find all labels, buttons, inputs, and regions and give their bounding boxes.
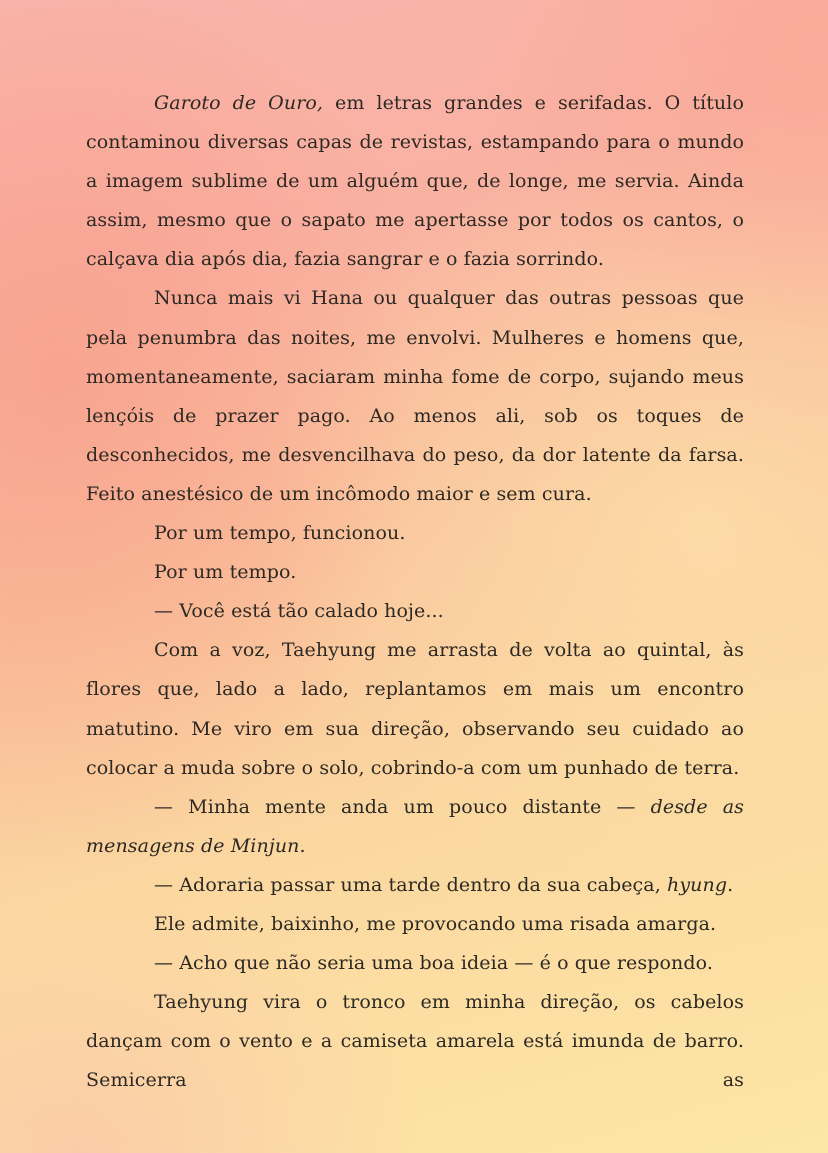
paragraph xyxy=(86,514,744,553)
text-segment: Por um tempo, funcionou. xyxy=(154,522,406,545)
text-segment: — Minha mente anda um pouco distante — xyxy=(154,795,651,818)
text-segment: Com a voz, Taehyung me arrasta de volta ao quintal, às flores que, lado a lado, replantamos em mais um encontro matutino. Me viro em sua direção, observando seu cuidado ao colocar a muda sobre o solo, cobrindo-a com um punhado de terra. xyxy=(86,639,744,779)
text-segment: Ele admite, baixinho, me provocando uma risada amarga. xyxy=(154,912,717,935)
paragraph xyxy=(86,631,744,787)
text-segment: Nunca mais vi Hana ou qualquer das outras pessoas que pela penumbra das noites, me envolvi. Mulheres e homens que, momentaneamente, saciaram minha fome de corpo, sujando meus lençóis de prazer pago. Ao menos ali, sob os toques de desconhecidos, me desvencilhava do peso, da dor latente da farsa. Feito anestésico de um incômodo maior e sem cura. xyxy=(86,287,744,505)
text-segment: — Adoraria passar uma tarde dentro da sua cabeça, xyxy=(154,873,667,896)
book-page xyxy=(86,84,744,1100)
paragraph xyxy=(86,905,744,944)
text-segment: Taehyung vira o tronco em minha direção, os cabelos dançam com o vento e a camiseta amarela está imunda de barro. Semicerra as xyxy=(86,991,744,1092)
paragraph xyxy=(86,84,744,279)
paragraph xyxy=(86,983,744,1100)
paragraph xyxy=(86,788,744,866)
text-segment: — Acho que não seria uma boa ideia — é o que respondo. xyxy=(154,952,713,975)
text-segment: hyung xyxy=(667,873,728,896)
paragraph xyxy=(86,553,744,592)
text-segment: desde as mensagens de Minjun. xyxy=(86,795,744,857)
text-segment: Por um tempo. xyxy=(154,561,297,584)
paragraph xyxy=(86,279,744,514)
text-segment: — Você está tão calado hoje... xyxy=(154,600,444,623)
paragraph xyxy=(86,944,744,983)
text-segment: em letras grandes e serifadas. O título contaminou diversas capas de revistas, estampando para o mundo a imagem sublime de um alguém que, de longe, me servia. Ainda assim, mesmo que o sapato me apertasse por todos os cantos, o calçava dia após dia, fazia sangrar e o fazia sorrindo. xyxy=(86,92,744,271)
paragraph xyxy=(86,592,744,631)
text-segment: Garoto de Ouro, xyxy=(154,92,324,114)
paragraph xyxy=(86,866,744,905)
text-segment: . xyxy=(727,873,734,896)
